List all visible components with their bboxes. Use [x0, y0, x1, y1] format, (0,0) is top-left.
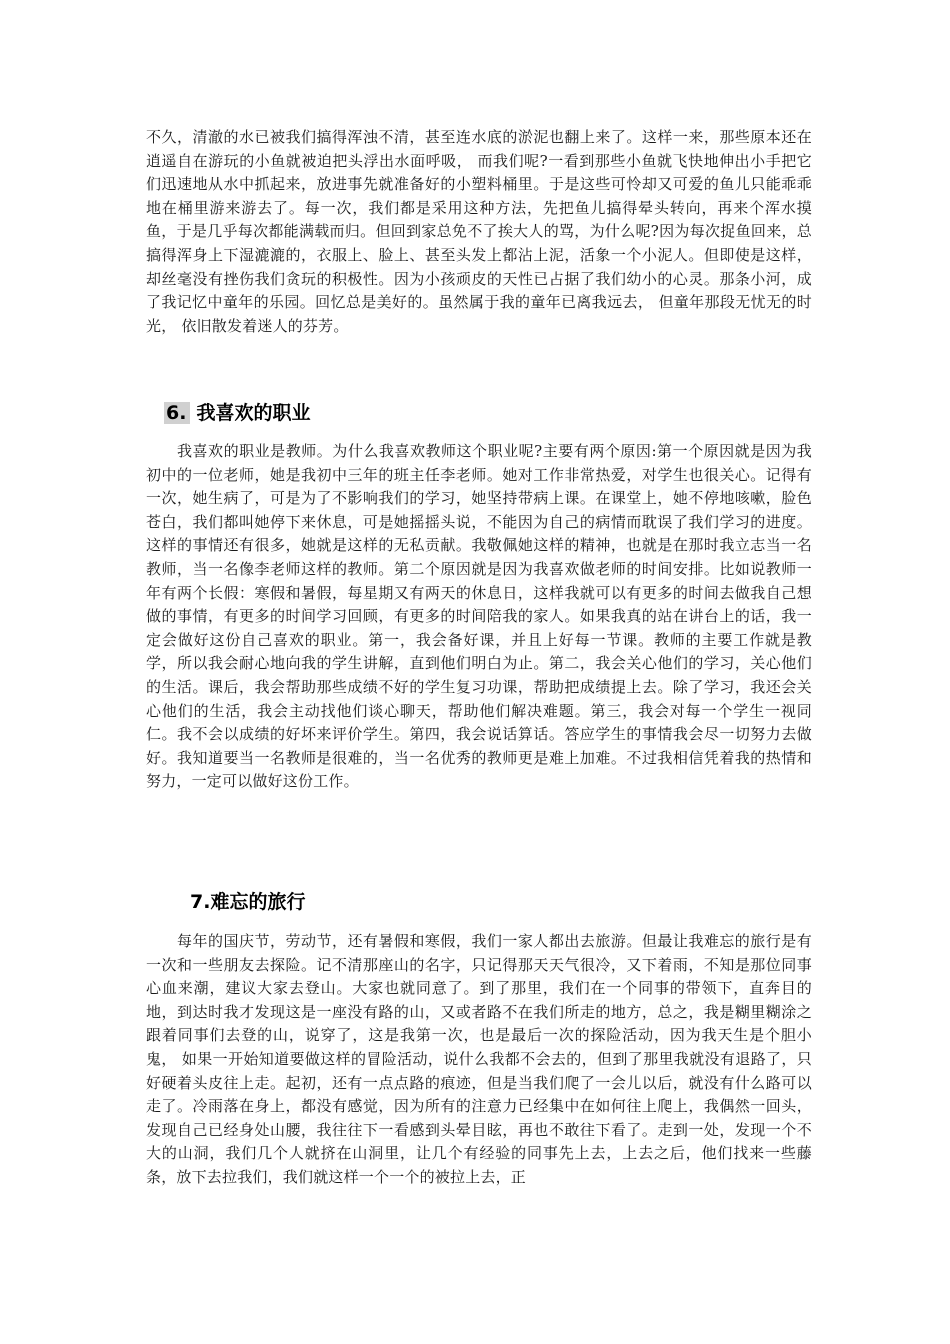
paragraph-career: 我喜欢的职业是教师。为什么我喜欢教师这个职业呢?主要有两个原因:第一个原因就是因为我初中的一位老师，她是我初中三年的班主任李老师。她对工作非常热爱，对学生也很关心。记得有一次，她生病了，可是为了不影响我们的学习，她坚持带病上课。在课堂上，她不停地咳嗽，脸色苍白，我们都叫她停下来休息，可是她摇摇头说，不能因为自己的病情而耽误了我们学习的进度。这样的事情还有很多，她就是这样的无私贡献。我敬佩她这样的精神，也就是在那时我立志当一名教师，当一名像李老师这样的教师。第二个原因就是因为我喜欢做老师的时间安排。比如说教师一年有两个长假：寒假和暑假，每星期又有两天的休息日，这样我就可以有更多的时间去做我自己想做的事情，有更多的时间学习回顾，有更多的时间陪我的家人。如果我真的站在讲台上的话，我一定会做好这份自己喜欢的职业。第一，我会备好课，并且上好每一节课。教师的主要工作就是教学，所以我会耐心地向我的学生讲解，直到他们明白为止。第二，我会关心他们的学习，关心他们的生活。课后，我会帮助那些成绩不好的学生复习功课，帮助把成绩提上去。除了学习，我还会关心他们的生活，我会主动找他们谈心聊天，帮助他们解决难题。第三，我会对每一个学生一视同仁。我不会以成绩的好坏来评价学生。第四，我会说话算话。答应学生的事情我会尽一切努力去做好。我知道要当一名教师是很难的，当一名优秀的教师更是难上加难。不过我相信凭着我的热情和努力，一定可以做好这份工作。 — [146, 442, 812, 791]
section-title: 难忘的旅行 — [210, 891, 306, 913]
section-heading-6 — [164, 398, 310, 425]
section-heading-7 — [190, 887, 305, 914]
section-title: 我喜欢的职业 — [196, 402, 311, 424]
paragraph-trip: 每年的国庆节，劳动节，还有暑假和寒假，我们一家人都出去旅游。但最让我难忘的旅行是有一次和一些朋友去探险。记不清那座山的名字，只记得那天天气很冷，又下着雨，不知是那位同事心血来潮，建议大家去登山。大家也就同意了。到了那里，我们在一个同事的带领下，直奔目的地，到达时我才发现这是一座没有路的山，又或者路不在我们所走的地方，总之，我是糊里糊涂之跟着同事们去登的山，说穿了，这是我第一次，也是最后一次的探险活动，因为我天生是个胆小鬼， 如果一开始知道要做这样的冒险活动，说什么我都不会去的，但到了那里我就没有退路了，只好硬着头皮往上走。起初，还有一点点路的痕迹，但是当我们爬了一会儿以后，就没有什么路可以走了。冷雨落在身上，都没有感觉，因为所有的注意力已经集中在如何往上爬上，我偶然一回头，发现自己已经身处山腰，我往往下一看感到头晕目眩，再也不敢往下看了。走到一处，发现一个不大的山洞，我们几个人就挤在山洞里，让几个有经验的同事先上去，上去之后，他们找来一些藤条，放下去拉我们，我们就这样一个一个的被拉上去，正 — [146, 932, 812, 1186]
paragraph-intro: 不久，清澈的水已被我们搞得浑浊不清，甚至连水底的淤泥也翻上来了。这样一来，那些原本还在逍遥自在游玩的小鱼就被迫把头浮出水面呼吸， 而我们呢?一看到那些小鱼就飞快地伸出小手把它们迅速地从水中抓起来，放进事先就准备好的小塑料桶里。于是这些可怜却又可爱的鱼儿只能乖乖地在桶里游来游去了。每一次，我们都是采用这种方法，先把鱼儿搞得晕头转向，再来个浑水摸鱼，于是几乎每次都能满载而归。但回到家总免不了挨大人的骂，为什么呢?因为每次捉鱼回来，总搞得浑身上下湿漉漉的，衣服上、脸上、甚至头发上都沾上泥，活象一个小泥人。但即使是这样，却丝毫没有挫伤我们贪玩的积极性。因为小孩顽皮的天性已占据了我们幼小的心灵。那条小河，成了我记忆中童年的乐园。回忆总是美好的。虽然属于我的童年已离我远去， 但童年那段无忧无的时光， 依旧散发着迷人的芬芳。 — [146, 128, 812, 335]
section-number: 6. — [164, 402, 190, 424]
section-number: 7. — [190, 891, 211, 913]
